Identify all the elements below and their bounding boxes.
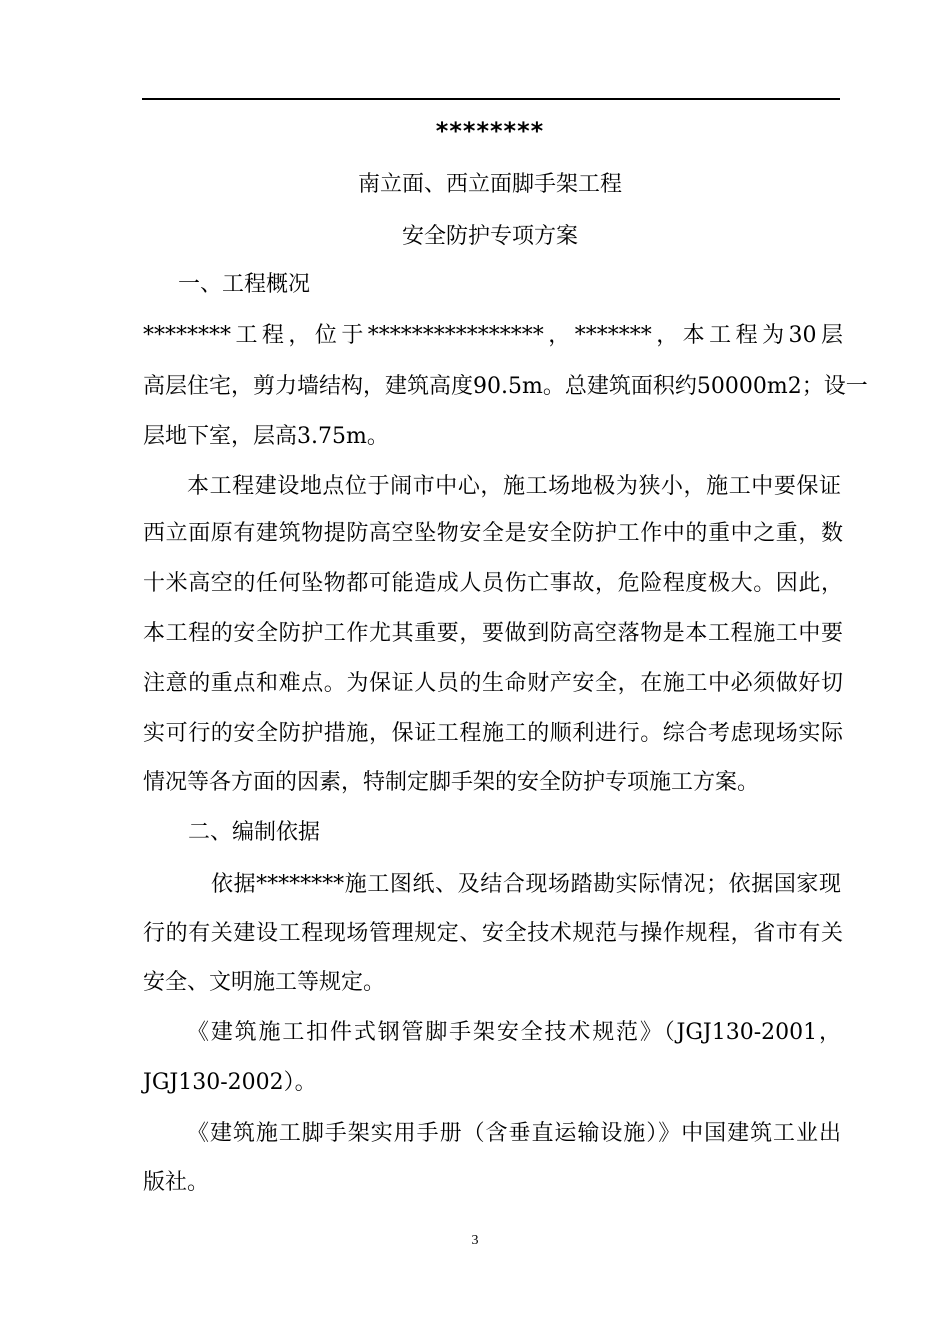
section-2-paragraph-1-line-3: 安全、文明施工等规定。 [143,970,386,995]
section-1-paragraph-2-line-6: 实可行的安全防护措施，保证工程施工的顺利进行。综合考虑现场实际 [143,721,843,746]
section-1-paragraph-1-line-2: 高层住宅，剪力墙结构，建筑高度90.5m。总建筑面积约50000m2；设一 [143,374,868,399]
section-1-paragraph-2-line-3: 十米高空的任何坠物都可能造成人员伤亡事故，危险程度极大。因此， [143,571,843,596]
section-1-paragraph-2-line-1: 本工程建设地点位于闹市中心，施工场地极为狭小，施工中要保证 [187,474,841,499]
section-1-paragraph-1-line-3: 层地下室，层高3.75m。 [143,424,389,449]
section-2-paragraph-1-line-1: 依据********施工图纸、及结合现场踏勘实际情况；依据国家现 [211,872,841,897]
reference-2-line-1: 《建筑施工脚手架实用手册（含垂直运输设施）》中国建筑工业出 [187,1121,841,1146]
section-2-heading: 二、编制依据 [188,820,321,845]
title-line-1: 南立面、西立面脚手架工程 [357,172,622,197]
section-1-heading: 一、工程概况 [178,272,311,297]
section-1-paragraph-2-line-5: 注意的重点和难点。为保证人员的生命财产安全，在施工中必须做好切 [143,671,843,696]
project-code-title: ******** [435,117,545,145]
page-number: 3 [471,1233,479,1248]
section-1-paragraph-2-line-4: 本工程的安全防护工作尤其重要，要做到防高空落物是本工程施工中要 [143,621,843,646]
reference-2-line-2: 版社。 [143,1170,210,1195]
section-2-paragraph-1-line-2: 行的有关建设工程现场管理规定、安全技术规范与操作规程，省市有关 [143,921,843,946]
section-1-paragraph-2-line-7: 情况等各方面的因素，特制定脚手架的安全防护专项施工方案。 [143,770,760,795]
section-1-paragraph-1-line-1: ********工程，位于****************，*******，本工程为30层 [143,323,843,348]
section-1-paragraph-2-line-2: 西立面原有建筑物提防高空坠物安全是安全防护工作中的重中之重，数 [143,521,843,546]
header-rule [142,98,840,100]
reference-1-line-2: JGJ130-2002）。 [143,1070,317,1095]
reference-1-line-1: 《建筑施工扣件式钢管脚手架安全技术规范》（JGJ130-2001， [187,1020,841,1045]
title-line-2: 安全防护专项方案 [401,224,578,249]
